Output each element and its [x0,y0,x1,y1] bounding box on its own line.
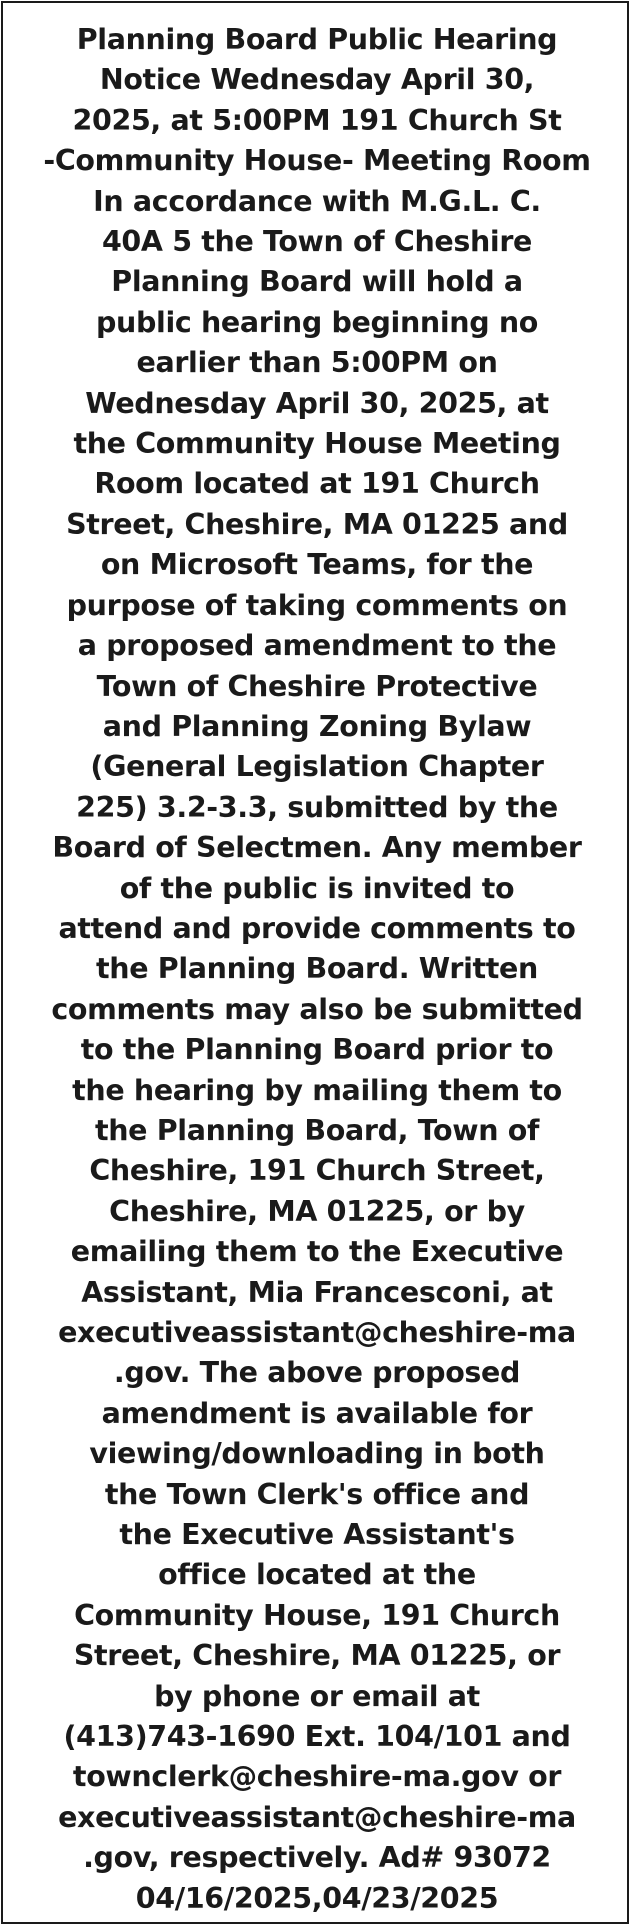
notice-text-line: a proposed amendment to the [77,629,557,663]
notice-text-line: Wednesday April 30, 2025, at [85,386,549,420]
notice-text-line: 40A 5 the Town of Cheshire [101,225,533,259]
notice-text-line: Community House, 191 Church [74,1598,560,1632]
notice-text-line: the hearing by mailing them to [72,1073,562,1107]
notice-text-line: the Town Clerk's office and [104,1477,530,1511]
notice-text-line: by phone or email at [154,1679,480,1713]
notice-text-line: Notice Wednesday April 30, [99,63,535,97]
notice-text-line: public hearing beginning no [95,305,538,339]
notice-text-line: Cheshire, MA 01225, or by [109,1194,525,1228]
notice-text-line: to the Planning Board prior to [80,1033,554,1067]
notice-text-line: Town of Cheshire Protective [96,669,538,703]
notice-text-line: the Community House Meeting [73,427,561,461]
notice-text-line: executiveassistant@cheshire-ma [58,1800,576,1834]
notice-text-line: .gov, respectively. Ad# 93072 [83,1841,551,1875]
notice-text-line: amendment is available for [101,1396,533,1430]
notice-text-line: purpose of taking comments on [66,588,568,622]
notice-text-line: the Planning Board, Town of [94,1113,540,1147]
notice-text-line: Board of Selectmen. Any member [52,831,582,865]
notice-text-line: on Microsoft Teams, for the [100,548,534,582]
notice-text-line: earlier than 5:00PM on [136,346,498,380]
notice-text-line: comments may also be submitted [51,992,583,1026]
notice-text-line: 2025, at 5:00PM 191 Church St [72,103,562,137]
notice-body [3,20,630,1919]
notice-text-line: Planning Board will hold a [111,265,523,299]
notice-text-line: .gov. The above proposed [113,1356,521,1390]
notice-text-line: 225) 3.2-3.3, submitted by the [76,790,558,824]
notice-text-line: Assistant, Mia Francesconi, at [81,1275,553,1309]
notice-text-line: office located at the [158,1558,476,1592]
notice-text-line: Cheshire, 191 Church Street, [89,1154,545,1188]
notice-text-line: viewing/downloading in both [89,1437,545,1471]
notice-text-line: 04/16/2025,04/23/2025 [135,1881,499,1915]
notice-text-line: of the public is invited to [119,871,515,905]
notice-text-line: (413)743-1690 Ext. 104/101 and [63,1720,571,1754]
notice-text-line: Room located at 191 Church [94,467,540,501]
notice-text-line: townclerk@cheshire-ma.gov or [72,1760,562,1794]
notice-text-line: (General Legislation Chapter [90,750,544,784]
legal-notice-ad [1,1,629,1924]
notice-text-line: the Executive Assistant's [119,1518,515,1552]
notice-text-line: emailing them to the Executive [70,1235,564,1269]
notice-text-line: In accordance with M.G.L. C. [93,184,541,218]
notice-text-line: and Planning Zoning Bylaw [102,709,532,743]
notice-text-line: attend and provide comments to [58,911,576,945]
notice-title-line: Planning Board Public Hearing [76,23,558,56]
notice-text-line: executiveassistant@cheshire-ma [58,1316,576,1349]
notice-text-line: Street, Cheshire, MA 01225 and [66,507,568,541]
notice-text-line: -Community House- Meeting Room [43,144,591,178]
notice-text-line: Street, Cheshire, MA 01225, or [73,1639,561,1673]
notice-text-line: the Planning Board. Written [96,952,538,986]
